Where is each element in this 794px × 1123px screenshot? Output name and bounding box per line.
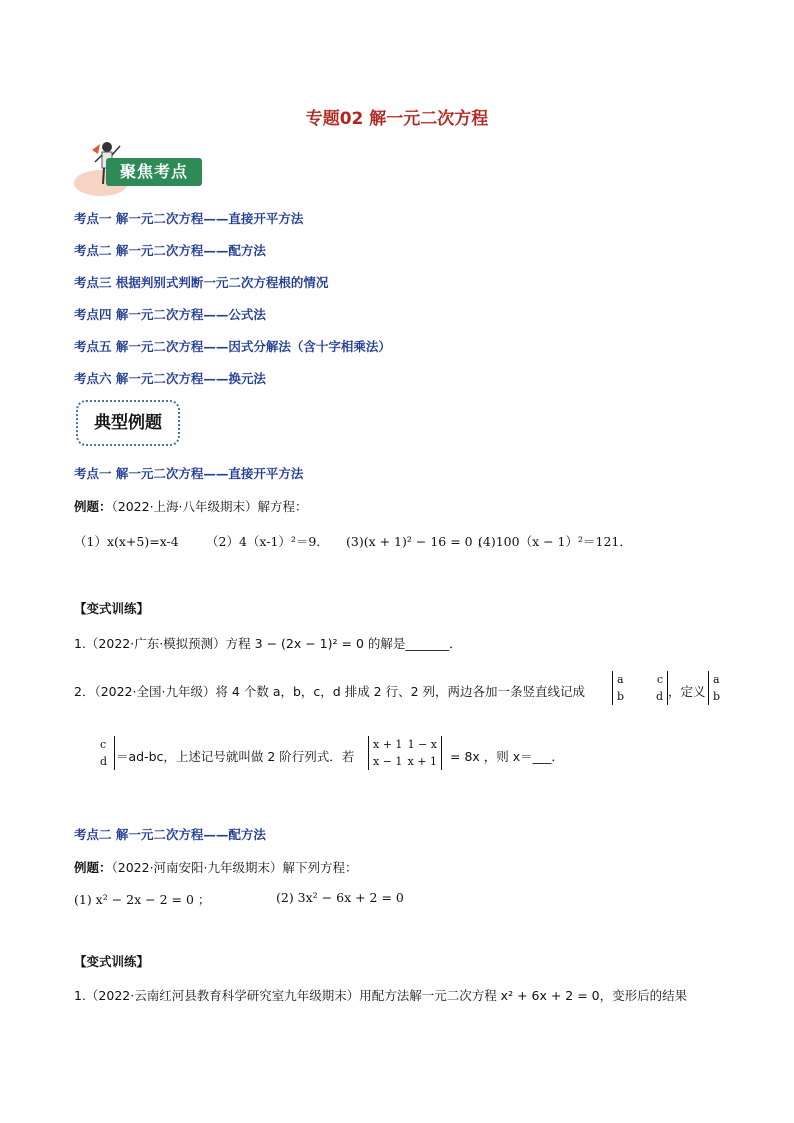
determinant-left-edge bbox=[708, 671, 725, 705]
det-cell: c bbox=[656, 673, 663, 686]
variant-training-label-2: 【变式训练】 bbox=[74, 954, 150, 969]
equation-5: (1) x² − 2x − 2 = 0 ； bbox=[74, 892, 211, 907]
example-source: （2022·上海·八年级期末）解方程： bbox=[111, 499, 308, 514]
equation-1: （1）x(x+5)=x-4 bbox=[74, 534, 179, 549]
equation-4: (4)100（x − 1）²＝121． bbox=[478, 534, 632, 549]
toc-item-4[interactable]: 考点四 解一元二次方程——公式法 bbox=[74, 307, 266, 322]
equation-6: (2) 3x² − 6x + 2 = 0 bbox=[276, 890, 404, 905]
question-2-part-a: 2．（2022·全国·九年级）将 4 个数 a，b，c，d 排成 2 行、2 列，两边各加一条竖直线记成 bbox=[74, 684, 586, 699]
section-heading-1: 考点一 解一元二次方程——直接开平方法 bbox=[74, 466, 304, 481]
det-cell: b bbox=[713, 690, 721, 703]
det-cell: c bbox=[100, 738, 107, 751]
toc-item-1[interactable]: 考点一 解一元二次方程——直接开平方法 bbox=[74, 211, 304, 226]
variant-training-label: 【变式训练】 bbox=[74, 601, 150, 616]
equation-3: (3)(x + 1)² − 16 = 0 ； bbox=[346, 534, 490, 549]
det-cell: x − 1 bbox=[373, 755, 403, 768]
det-cell: 1 − x bbox=[407, 738, 437, 751]
typical-examples-badge: 典型例题 bbox=[76, 400, 180, 446]
det-cell: a bbox=[617, 673, 624, 686]
toc-item-2[interactable]: 考点二 解一元二次方程——配方法 bbox=[74, 243, 266, 258]
example-line-1 bbox=[74, 497, 308, 515]
question-2-part-c: ＝ad-bc，上述记号就叫做 2 阶行列式．若 bbox=[116, 749, 355, 764]
det-cell: x + 1 bbox=[373, 738, 403, 751]
question-1: 1.（2022·广东·模拟预测）方程 3 − (2x − 1)² = 0 的解是_______． bbox=[74, 636, 462, 651]
toc-item-6[interactable]: 考点六 解一元二次方程——换元法 bbox=[74, 371, 266, 386]
determinant-x bbox=[368, 736, 442, 770]
example-label: 例题： bbox=[74, 860, 112, 875]
equation-2: （2）4（x-1）²＝9． bbox=[206, 534, 329, 549]
det-cell: b bbox=[617, 690, 625, 703]
det-cell: a bbox=[713, 673, 720, 686]
det-cell: x + 1 bbox=[407, 755, 437, 768]
question-2-part-b: ，定义 bbox=[668, 684, 706, 699]
toc-item-5[interactable]: 考点五 解一元二次方程——因式分解法（含十字相乘法） bbox=[74, 339, 391, 354]
example-label: 例题： bbox=[74, 499, 112, 514]
det-cell: d bbox=[100, 755, 108, 768]
determinant-right-edge bbox=[96, 736, 115, 770]
page-title: 专题02 解一元二次方程 bbox=[305, 109, 489, 129]
question-3: 1.（2022·云南红河县教育科学研究室九年级期末）用配方法解一元二次方程 x² + 6x + 2 = 0，变形后的结果 bbox=[74, 988, 688, 1003]
toc-item-3[interactable]: 考点三 根据判别式判断一元二次方程根的情况 bbox=[74, 275, 329, 290]
example-line-2 bbox=[74, 858, 358, 876]
example-source: （2022·河南安阳·九年级期末）解下列方程： bbox=[111, 860, 358, 875]
question-2-part-d: = 8x ，则 x＝___． bbox=[450, 749, 564, 764]
focus-banner bbox=[72, 140, 204, 196]
det-cell: d bbox=[655, 690, 663, 703]
determinant-abcd bbox=[612, 671, 668, 705]
banner-label: 聚焦考点 bbox=[106, 158, 202, 186]
section-heading-2: 考点二 解一元二次方程——配方法 bbox=[74, 827, 266, 842]
